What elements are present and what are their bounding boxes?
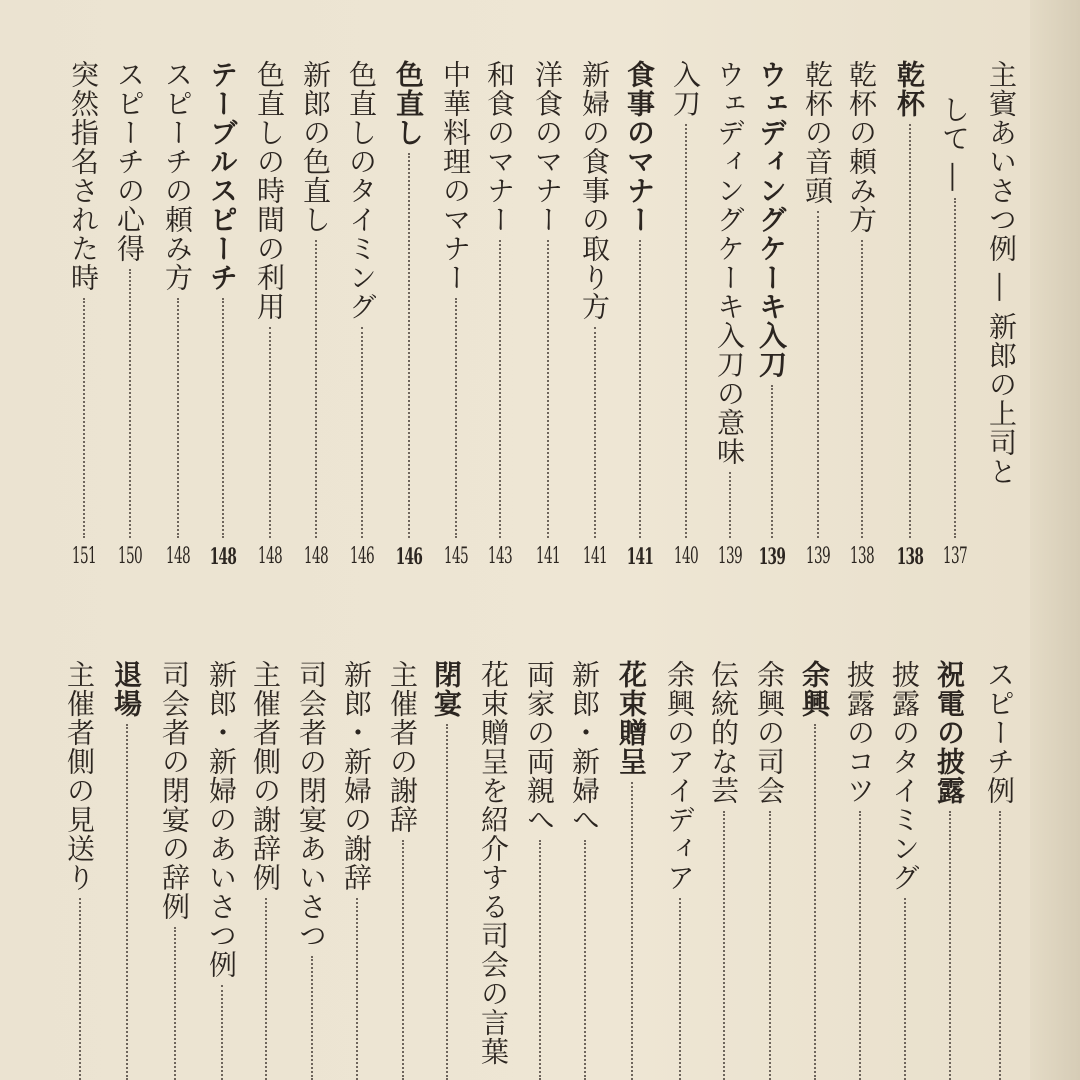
page-number: 139 xyxy=(717,544,743,569)
bottom-entry-title: 披露のタイミング xyxy=(888,660,921,892)
top-dot-leader xyxy=(729,472,731,538)
page-number: 148 xyxy=(257,544,283,569)
bottom-entry-title: 主催者側の見送り xyxy=(63,660,96,892)
top-dot-leader xyxy=(909,124,911,538)
bottom-dot-leader xyxy=(859,811,861,1080)
bottom-dot-leader xyxy=(174,927,176,1080)
top-dot-leader xyxy=(499,240,501,538)
top-dot-leader xyxy=(222,298,224,538)
top-dot-leader xyxy=(269,327,271,538)
bottom-entry-title: 余興の司会 xyxy=(753,660,786,805)
page-number: 151 xyxy=(71,544,97,569)
bottom-entry-title: 余興 xyxy=(798,660,831,718)
top-dot-leader xyxy=(817,211,819,538)
bottom-dot-leader xyxy=(631,782,633,1080)
page-number: 143 xyxy=(487,544,513,569)
top-dot-leader xyxy=(177,298,179,538)
bottom-dot-leader xyxy=(904,898,906,1080)
top-dot-leader xyxy=(861,240,863,538)
bottom-dot-leader xyxy=(446,724,448,1080)
top-entry-title: スピーチの心得 xyxy=(113,60,146,263)
top-entry-title: 食事のマナー xyxy=(623,60,656,234)
top-dot-leader xyxy=(361,327,363,538)
bottom-dot-leader xyxy=(769,811,771,1080)
top-entry-title: 入刀 xyxy=(669,60,702,118)
bottom-dot-leader xyxy=(679,898,681,1080)
top-entry-title: して ― xyxy=(938,95,971,192)
page-number: 141 xyxy=(582,544,608,569)
bottom-entry-title: 両家の両親へ xyxy=(523,660,556,834)
page-number: 146 xyxy=(395,544,423,570)
bottom-dot-leader xyxy=(311,956,313,1080)
top-dot-leader xyxy=(408,153,410,538)
bottom-entry-title: 司会者の閉宴あいさつ xyxy=(295,660,328,950)
top-dot-leader xyxy=(594,327,596,538)
bottom-dot-leader xyxy=(814,724,816,1080)
bottom-dot-leader xyxy=(126,724,128,1080)
top-entry-title: 和食のマナー xyxy=(483,60,516,234)
bottom-entry-title: スピーチ例 xyxy=(983,660,1016,805)
bottom-dot-leader xyxy=(402,840,404,1080)
page-number: 148 xyxy=(165,544,191,569)
bottom-entry-title: 主催者の謝辞 xyxy=(386,660,419,834)
top-dot-leader xyxy=(639,240,641,538)
top-dot-leader xyxy=(547,240,549,538)
top-entry-title: テーブルスピーチ xyxy=(206,60,239,292)
book-spine-shadow xyxy=(1030,0,1080,1080)
top-dot-leader xyxy=(315,240,317,538)
bottom-entry-title: 退場 xyxy=(110,660,143,718)
bottom-entry-title: 主催者側の謝辞例 xyxy=(249,660,282,892)
top-dot-leader xyxy=(455,298,457,538)
top-dot-leader xyxy=(685,124,687,538)
top-entry-title: ウェディングケーキ入刀の意味 xyxy=(713,60,746,466)
top-dot-leader xyxy=(129,269,131,538)
top-entry-title: 乾杯の音頭 xyxy=(801,60,834,205)
page-number: 148 xyxy=(303,544,329,569)
bottom-entry-title: 祝電の披露 xyxy=(933,660,966,805)
top-entry-title: 新婦の食事の取り方 xyxy=(578,60,611,321)
top-entry-title: 色直しの時間の利用 xyxy=(253,60,286,321)
top-entry-title: 乾杯の頼み方 xyxy=(845,60,878,234)
page-number: 148 xyxy=(209,544,237,570)
top-entry-title: 色直しのタイミング xyxy=(345,60,378,321)
top-entry-title: 突然指名された時 xyxy=(67,60,100,292)
bottom-dot-leader xyxy=(723,811,725,1080)
bottom-entry-title: 伝統的な芸 xyxy=(707,660,740,805)
bottom-dot-leader xyxy=(265,898,267,1080)
bottom-entry-title: 司会者の閉宴の辞例 xyxy=(158,660,191,921)
page-number: 138 xyxy=(849,544,875,569)
bottom-entry-title: 披露のコツ xyxy=(843,660,876,805)
top-entry-title: 乾杯 xyxy=(893,60,926,118)
page-number: 139 xyxy=(758,544,786,570)
bottom-dot-leader xyxy=(539,840,541,1080)
top-entry-title: 洋食のマナー xyxy=(531,60,564,234)
bottom-entry-title: 新郎・新婦へ xyxy=(568,660,601,834)
top-entry-title: 中華料理のマナー xyxy=(439,60,472,292)
bottom-entry-title: 花束贈呈 xyxy=(615,660,648,776)
bottom-dot-leader xyxy=(79,898,81,1080)
page-number: 141 xyxy=(626,544,654,570)
page-number: 137 xyxy=(942,544,968,569)
bottom-entry-title: 花束贈呈を紹介する司会の言葉 xyxy=(477,660,510,1066)
top-dot-leader xyxy=(83,298,85,538)
page-number: 139 xyxy=(805,544,831,569)
bottom-dot-leader xyxy=(221,985,223,1080)
top-dot-leader xyxy=(771,385,773,538)
page-number: 145 xyxy=(443,544,469,569)
page-number: 141 xyxy=(535,544,561,569)
page-number: 146 xyxy=(349,544,375,569)
top-entry-title: 色直し xyxy=(392,60,425,147)
bottom-entry-title: 新郎・新婦の謝辞 xyxy=(340,660,373,892)
bottom-dot-leader xyxy=(356,898,358,1080)
bottom-entry-title: 余興のアイディア xyxy=(663,660,696,892)
bottom-dot-leader xyxy=(584,840,586,1080)
top-entry-title: スピーチの頼み方 xyxy=(161,60,194,292)
bottom-entry-title: 新郎・新婦のあいさつ例 xyxy=(205,660,238,979)
bottom-dot-leader xyxy=(999,811,1001,1080)
page-number: 140 xyxy=(673,544,699,569)
page-number: 138 xyxy=(896,544,924,570)
top-entry-title: 主賓あいさつ例 ― 新郎の上司と xyxy=(985,60,1018,486)
top-entry-title: ウェディングケーキ入刀 xyxy=(755,60,788,379)
page-number: 150 xyxy=(117,544,143,569)
top-dot-leader xyxy=(954,198,956,538)
bottom-dot-leader xyxy=(949,811,951,1080)
bottom-entry-title: 閉宴 xyxy=(430,660,463,718)
top-entry-title: 新郎の色直し xyxy=(299,60,332,234)
